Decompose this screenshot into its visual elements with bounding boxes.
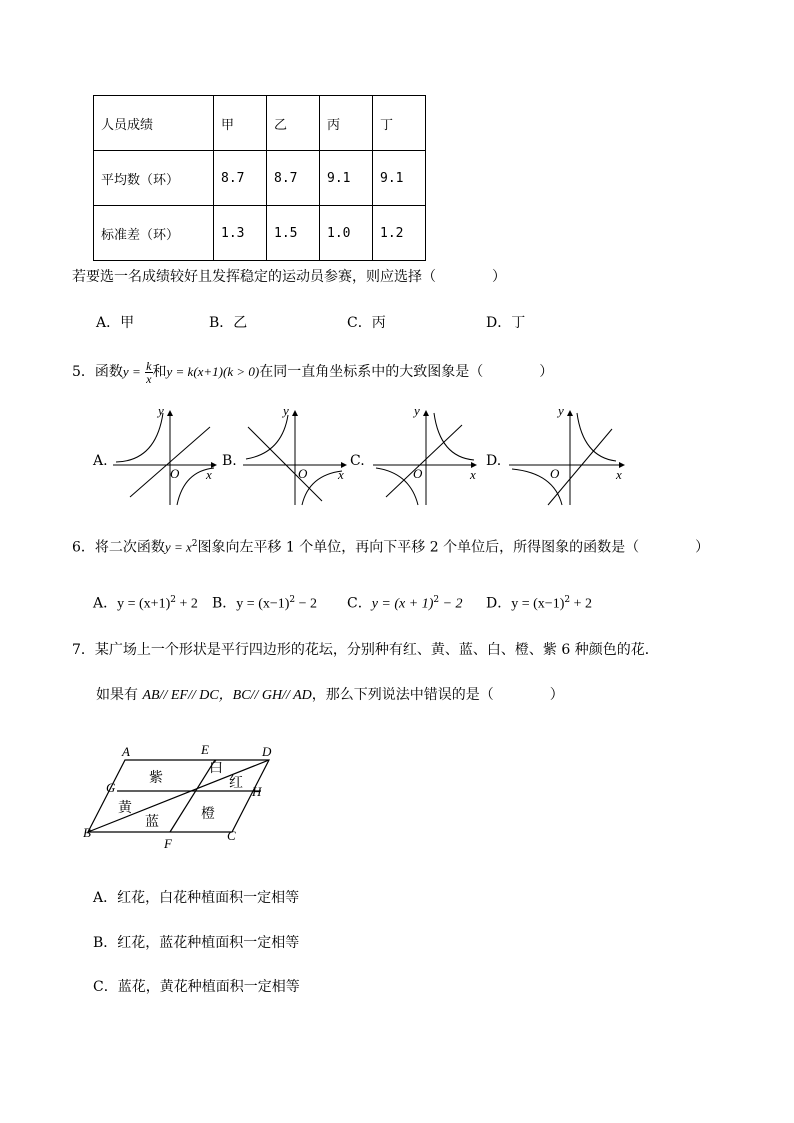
q7-stem-line2 <box>96 686 564 705</box>
region-label-blue: 蓝 <box>145 815 159 830</box>
y-axis-label: y <box>558 405 564 418</box>
q6-stem-a: 6．将二次函数 <box>72 539 165 556</box>
q7-stem2-b: ，那么下列说法中错误的是（ ） <box>311 687 564 703</box>
q6-func: y = x <box>164 539 192 555</box>
q6-option-sup: 2 <box>289 595 296 605</box>
q5-rest: 在同一直角坐标系中的大致图象是（ ） <box>259 364 554 380</box>
q4-option-b: B．乙 <box>209 315 248 331</box>
x-axis-label: x <box>616 467 622 482</box>
x-axis-label: x <box>338 467 344 482</box>
q6-option-label: C． <box>347 595 372 612</box>
q5-option-label-b: B. <box>222 453 237 469</box>
vertex-label: F <box>164 836 172 851</box>
q5-stem <box>72 357 553 387</box>
origin-label: O <box>170 466 180 481</box>
hyperbola-branch <box>116 413 163 462</box>
q5-and: 和 <box>152 364 167 380</box>
table-header-cell: 甲 <box>214 96 267 151</box>
vertex-label: B <box>83 825 91 840</box>
q6-option-tail: + 2 <box>175 596 198 612</box>
vertex-label: G <box>106 780 116 795</box>
q7-parallelogram-figure <box>80 740 280 852</box>
q5-y-eq: y = <box>122 364 141 379</box>
q7-option-c: C．蓝花，黄花种植面积一定相等 <box>93 979 300 995</box>
line-graph <box>386 425 462 497</box>
q6-option-a <box>93 591 198 614</box>
q7-stem2-a: 如果有 <box>96 687 143 703</box>
q4-option-d: D．丁 <box>486 315 526 331</box>
region-label-purple: 紫 <box>149 771 163 786</box>
q6-option-sup: 2 <box>433 595 440 605</box>
q6-stem-b: 图象向左平移 1 个单位，再向下平移 2 个单位后，所得图象的函数是（ ） <box>197 539 710 556</box>
y-axis-label: y <box>283 405 289 418</box>
table-cell: 8.7 <box>214 151 267 206</box>
table-cell: 平均数（环） <box>94 151 214 206</box>
q6-option-tail: − 2 <box>439 596 463 612</box>
table-cell: 9.1 <box>373 151 426 206</box>
table-header-cell: 乙 <box>267 96 320 151</box>
q6-option-d <box>486 591 592 614</box>
q4-option-c: C．丙 <box>347 315 386 331</box>
region-label-white: 白 <box>209 761 223 776</box>
q6-option-expr: y = (x−1) <box>511 596 565 612</box>
q4-stem: 若要选一名成绩较好且发挥稳定的运动员参赛，则应选择（ ） <box>72 269 506 285</box>
q7-option-a: A．红花，白花种植面积一定相等 <box>93 890 300 906</box>
q6-option-label: D． <box>486 595 512 612</box>
vertex-label: A <box>122 744 130 759</box>
table-cell: 9.1 <box>320 151 373 206</box>
y-axis-label: y <box>414 405 420 418</box>
vertex-label: E <box>201 742 209 757</box>
q5-fraction <box>145 360 152 385</box>
hyperbola-branch <box>434 413 474 460</box>
region-label-orange: 橙 <box>201 807 215 822</box>
hyperbola-branch <box>246 415 288 459</box>
q6-option-tail: − 2 <box>295 596 318 612</box>
q5-func2: y = k(x+1)(k > 0) <box>166 364 260 379</box>
q6-stem <box>72 535 709 557</box>
score-table <box>93 95 426 261</box>
q5-graph-a <box>108 405 220 510</box>
q6-option-sup: 2 <box>564 595 571 605</box>
table-header-cell: 人员成绩 <box>94 96 214 151</box>
q7-stem2-math: AB// EF// DC，BC// GH// AD <box>142 688 312 703</box>
q6-option-expr: y = (x + 1) <box>371 596 434 612</box>
q5-frac-den: x <box>146 371 152 386</box>
table-cell: 1.3 <box>214 206 267 261</box>
q5-option-label-d: D. <box>486 453 502 469</box>
table-row <box>94 206 426 261</box>
hyperbola-branch <box>577 413 616 461</box>
q5-frac-num: k <box>146 358 152 373</box>
q6-option-c <box>347 591 463 614</box>
region-label-yellow: 黄 <box>118 801 132 816</box>
q7-stem-line1: 7．某广场上一个形状是平行四边形的花坛，分别种有红、黄、蓝、白、橙、紫 6 种颜色的花． <box>72 642 659 658</box>
vertex-label: C <box>227 828 236 843</box>
table-cell: 8.7 <box>267 151 320 206</box>
vertex-label: D <box>262 744 272 759</box>
origin-label: O <box>413 466 423 481</box>
region-label-red: 红 <box>229 776 243 791</box>
table-cell: 1.0 <box>320 206 373 261</box>
q6-option-expr: y = (x+1) <box>117 596 171 612</box>
q7-option-b: B．红花，蓝花种植面积一定相等 <box>93 935 300 951</box>
q6-func-sup: 2 <box>191 539 198 549</box>
q4-option-a: A．甲 <box>96 315 135 331</box>
vertex-label: H <box>252 784 262 799</box>
q6-option-sup: 2 <box>170 595 176 605</box>
q6-option-tail: + 2 <box>570 596 592 612</box>
hyperbola-branch <box>302 471 342 505</box>
table-row <box>94 151 426 206</box>
origin-label: O <box>550 466 560 481</box>
q5-graph-c <box>368 405 480 510</box>
table-header-cell: 丁 <box>373 96 426 151</box>
x-axis-label: x <box>470 467 476 482</box>
origin-label: O <box>298 466 308 481</box>
q5-graph-b <box>238 405 350 510</box>
q5-number: 5．函数 <box>72 364 123 380</box>
q6-option-label: B． <box>212 595 237 612</box>
y-axis-label: y <box>158 405 164 418</box>
diagonal-bd <box>88 760 269 832</box>
table-header-cell: 丙 <box>320 96 373 151</box>
q5-graph-d <box>504 405 629 510</box>
table-header-row <box>94 96 426 151</box>
q5-option-label-a: A. <box>93 453 108 469</box>
q6-option-label: A． <box>93 595 118 612</box>
x-axis-label: x <box>206 467 212 482</box>
table-cell: 标准差（环） <box>94 206 214 261</box>
line-graph <box>248 427 322 501</box>
table-cell: 1.5 <box>267 206 320 261</box>
q5-option-label-c: C. <box>350 453 365 469</box>
q6-option-expr: y = (x−1) <box>236 596 290 612</box>
table-cell: 1.2 <box>373 206 426 261</box>
q6-option-b <box>212 591 317 614</box>
